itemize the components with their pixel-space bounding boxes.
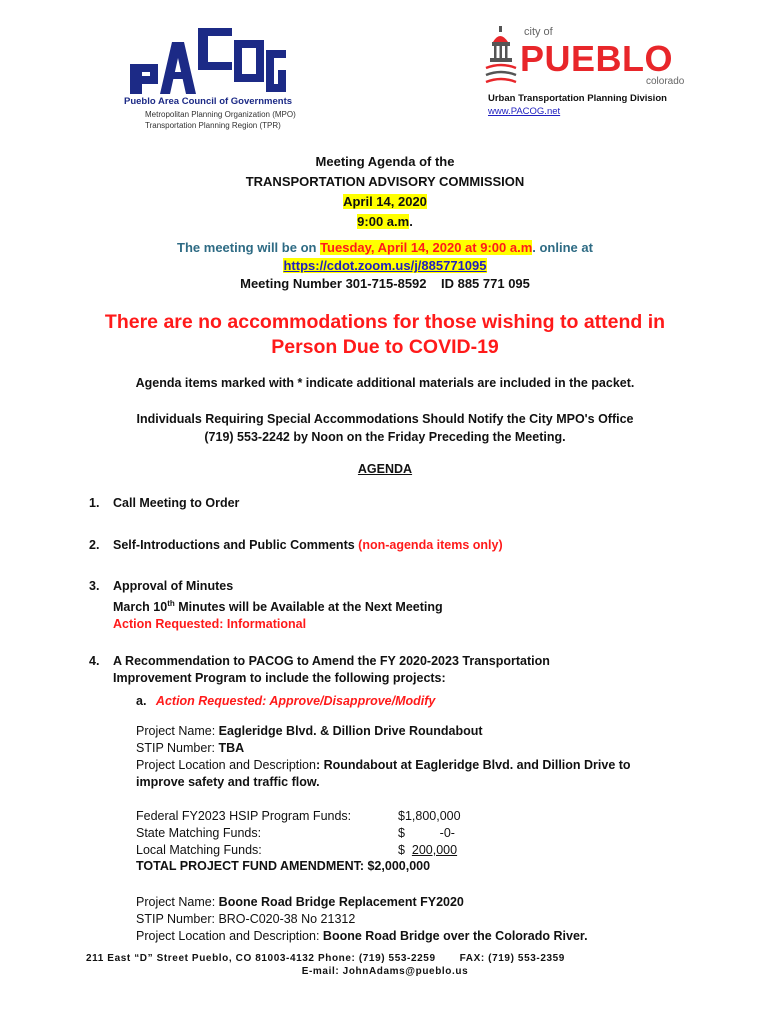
agenda-heading: AGENDA	[357, 462, 413, 476]
project-name-label: Project Name:	[136, 724, 219, 738]
agenda-item-4	[89, 653, 550, 687]
org-name: Pueblo Area Council of Governments	[124, 96, 293, 107]
tpr-line: Transportation Planning Region (TPR)	[145, 121, 281, 130]
subitem-a-action: Action Requested: Approve/Disapprove/Modify	[155, 694, 436, 708]
stip-label: STIP Number:	[136, 912, 219, 926]
pueblo-state: colorado	[646, 76, 685, 87]
item3-action: Action Requested: Informational	[113, 617, 307, 632]
item-number: 3.	[89, 579, 100, 593]
pueblo-name: PUEBLO	[520, 38, 674, 79]
pueblo-capitol-icon	[484, 26, 518, 84]
notice-line1: There are no accommodations for those wishing to attend in	[104, 311, 666, 333]
meeting-number: Meeting Number 301-715-8592	[240, 276, 427, 291]
minutes-note-post: Minutes will be Available at the Next Meeting	[174, 600, 443, 615]
location-label: Project Location and Description:	[136, 929, 323, 943]
item-text: Approval of Minutes	[113, 579, 234, 593]
mpo-line: Metropolitan Planning Organization (MPO)	[145, 110, 296, 119]
fund-label: Federal FY2023 HSIP Program Funds:	[136, 809, 352, 823]
agenda-item-3	[89, 578, 443, 633]
project-1	[136, 723, 736, 791]
division-name: Urban Transportation Planning Division	[488, 93, 667, 104]
materials-note: Agenda items marked with * indicate additional materials are included in the packet.	[135, 376, 635, 390]
fund-row	[136, 842, 461, 859]
fund-value: $ -0-	[398, 826, 455, 840]
item-number: 1.	[89, 496, 100, 510]
stip-number: TBA	[218, 741, 245, 755]
location-desc-cont: improve safety and traffic flow.	[136, 775, 320, 789]
total-value: $2,000,000	[367, 859, 431, 873]
meeting-time: 9:00 a.m	[357, 214, 410, 229]
minutes-note-sup: th	[167, 599, 175, 608]
item-number: 4.	[89, 654, 100, 668]
project-name: Eagleridge Blvd. & Dillion Drive Roundabout	[218, 724, 483, 738]
pueblo-city-of: city of	[524, 26, 553, 38]
meeting-time-period: .	[409, 214, 413, 229]
pacog-logo	[128, 24, 288, 96]
location-desc: : Roundabout at Eagleridge Blvd. and Dillion Drive to	[315, 758, 631, 772]
notice-line2: Person Due to COVID-19	[271, 336, 499, 358]
item-text: Call Meeting to Order	[113, 496, 240, 510]
funding-table	[136, 808, 636, 859]
fund-value-prefix: $	[398, 843, 412, 857]
subitem-a-label: a.	[136, 694, 147, 708]
title-line2: TRANSPORTATION ADVISORY COMMISSION	[245, 174, 525, 189]
fund-label: State Matching Funds:	[136, 826, 262, 840]
accommodations-line1: Individuals Requiring Special Accommodations Should Notify the City MPO's Office	[136, 412, 634, 426]
project-name-label: Project Name:	[136, 895, 219, 909]
fund-row	[136, 808, 461, 825]
footer-email: E-mail: JohnAdams@pueblo.us	[301, 966, 469, 977]
fund-value: 200,000	[411, 843, 458, 857]
agenda-item-1	[89, 496, 239, 510]
agenda-item-2	[89, 538, 503, 552]
location-label: Project Location and Description	[136, 758, 316, 772]
project-name: Boone Road Bridge Replacement FY2020	[218, 895, 464, 909]
item4-line2: Improvement Program to include the following projects:	[113, 671, 446, 685]
stip-number: BRO-C020-38 No 21312	[218, 912, 356, 926]
project-2	[136, 894, 736, 945]
meeting-outro: . online at	[532, 240, 593, 255]
item-text: Self-Introductions and Public Comments	[113, 538, 359, 552]
website-link[interactable]: www.PACOG.net	[488, 106, 561, 117]
title-line1: Meeting Agenda of the	[315, 154, 455, 169]
meeting-id: ID 885 771 095	[440, 276, 530, 291]
zoom-link[interactable]: https://cdot.zoom.us/j/885771095	[283, 258, 487, 273]
minutes-note-pre: March 10	[113, 600, 168, 615]
item-note: (non-agenda items only)	[358, 538, 503, 552]
total-label: TOTAL PROJECT FUND AMENDMENT:	[136, 859, 368, 873]
item4-line1: A Recommendation to PACOG to Amend the FY 2020-2023 Transportation	[113, 654, 550, 668]
meeting-highlight: Tuesday, April 14, 2020 at 9:00 a.m	[320, 240, 533, 255]
accommodations-line2: (719) 553-2242 by Noon on the Friday Preceding the Meeting.	[204, 430, 566, 444]
footer-fax: FAX: (719) 553-2359	[459, 953, 565, 964]
fund-row	[136, 825, 461, 842]
fund-value: $1,800,000	[398, 809, 461, 823]
item-number: 2.	[89, 538, 100, 552]
location-desc: Boone Road Bridge over the Colorado River.	[322, 929, 588, 943]
fund-label: Local Matching Funds:	[136, 843, 262, 857]
meeting-intro: The meeting will be on	[177, 240, 321, 255]
footer-address: 211 East “D” Street Pueblo, CO 81003-4132 Phone: (719) 553-2259	[86, 953, 436, 964]
meeting-date: April 14, 2020	[343, 194, 427, 209]
stip-label: STIP Number:	[136, 741, 219, 755]
